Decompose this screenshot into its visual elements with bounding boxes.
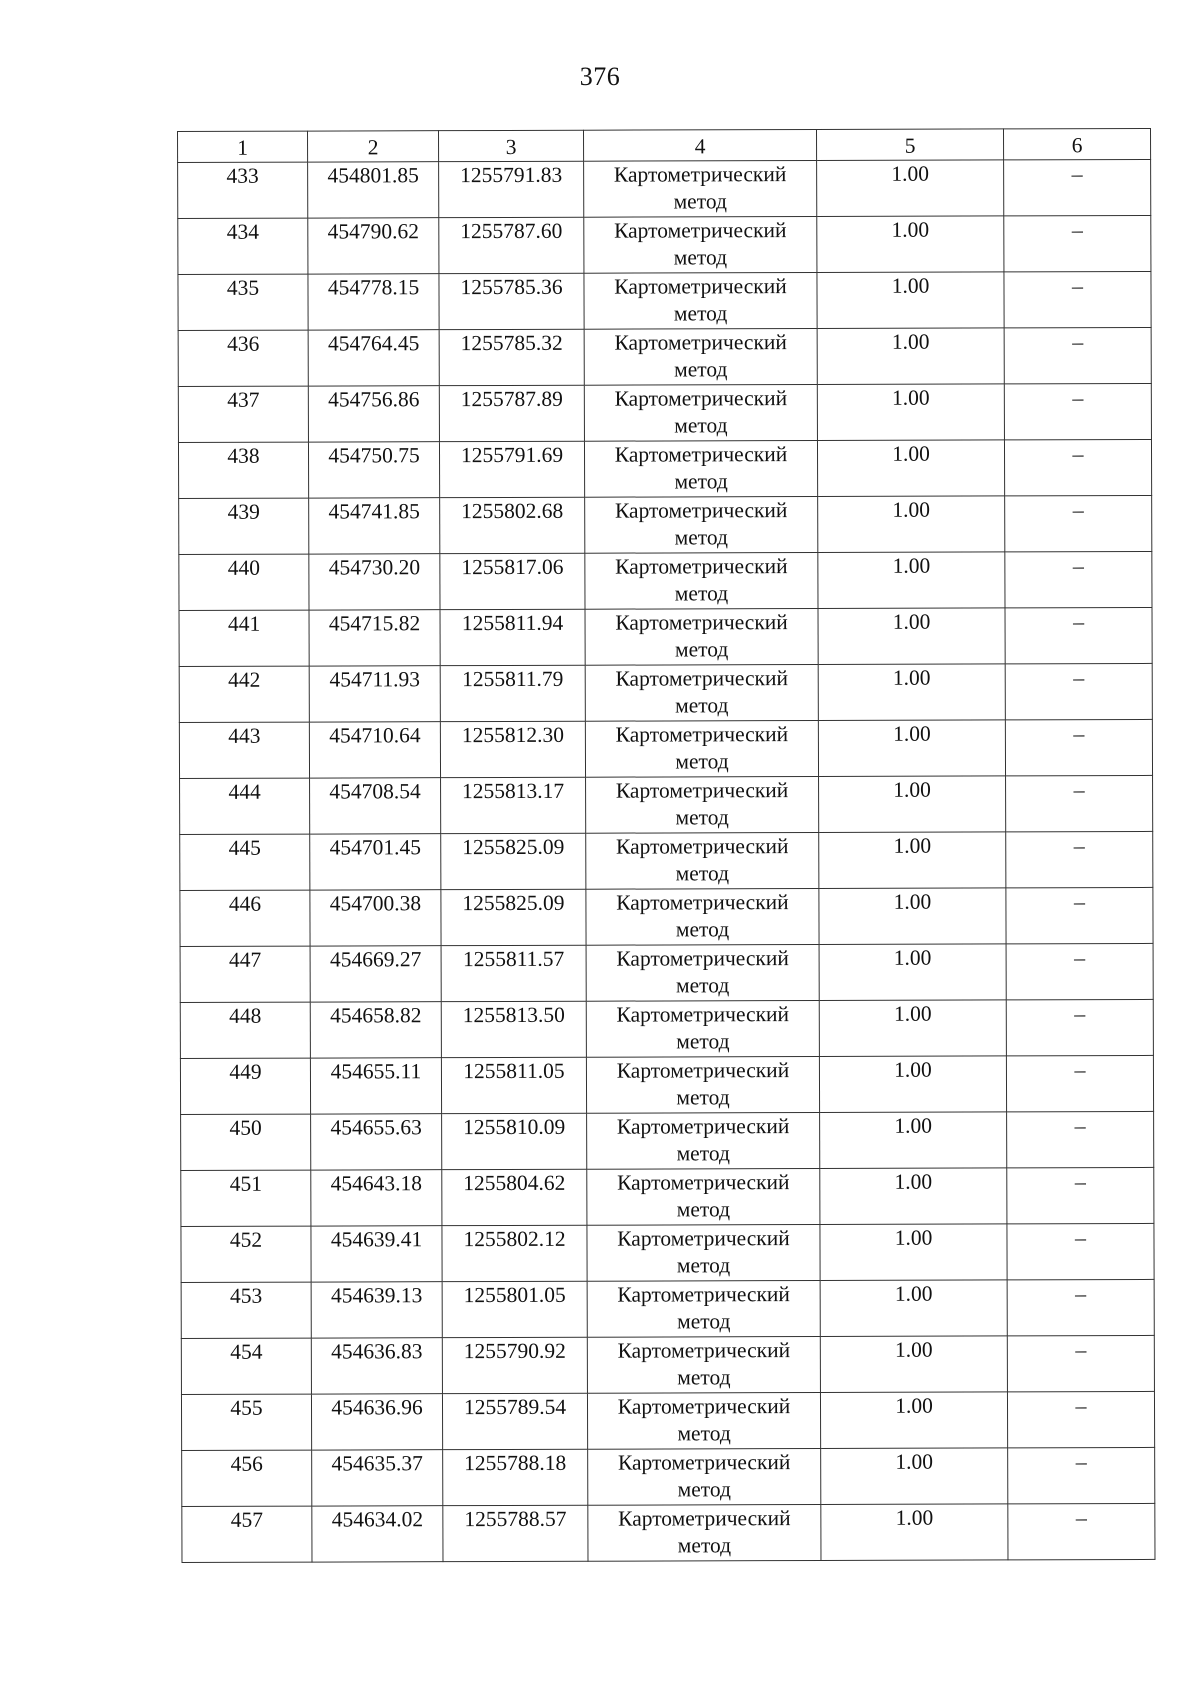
method-cell (585, 552, 818, 609)
y-coordinate-cell: 1255787.60 (439, 217, 584, 273)
x-coordinate-cell: 454790.62 (308, 218, 439, 274)
x-coordinate-cell: 454700.38 (310, 890, 441, 946)
table-row (179, 551, 1152, 610)
y-coordinate-cell: 1255790.92 (442, 1337, 587, 1393)
note-cell: – (1004, 159, 1151, 215)
method-cell (586, 1056, 819, 1113)
header-cell-4: 4 (583, 129, 816, 161)
precision-cell: 1.00 (820, 1224, 1007, 1281)
method-line-1: Картометрический (613, 162, 787, 187)
point-number-cell: 443 (179, 722, 309, 778)
method-line-2: метод (677, 1477, 731, 1502)
note-cell: – (1008, 1503, 1155, 1559)
y-coordinate-cell: 1255785.36 (439, 273, 584, 329)
method-line-2: метод (676, 1029, 730, 1054)
table-row (178, 383, 1151, 442)
method-line-2: метод (674, 469, 728, 494)
table-row (180, 887, 1153, 946)
table-row (181, 1167, 1154, 1226)
method-line-1: Картометрический (614, 442, 788, 467)
point-number-cell: 433 (178, 162, 308, 218)
precision-cell: 1.00 (819, 776, 1006, 833)
point-number-cell: 441 (179, 610, 309, 666)
note-cell: – (1006, 943, 1153, 999)
method-line-1: Картометрический (615, 610, 788, 635)
method-line-1: Картометрический (614, 274, 787, 299)
y-coordinate-cell: 1255813.50 (441, 1001, 586, 1057)
method-line-2: метод (673, 301, 728, 326)
method-line-2: метод (675, 973, 730, 998)
method-line-2: метод (675, 749, 729, 774)
method-line-2: метод (677, 1421, 731, 1446)
table-row (180, 775, 1153, 834)
method-cell (587, 1112, 820, 1169)
x-coordinate-cell: 454756.86 (308, 386, 439, 442)
note-cell: – (1004, 215, 1151, 271)
method-line-1: Картометрический (616, 1058, 790, 1083)
precision-cell: 1.00 (818, 552, 1005, 609)
table-row (181, 1279, 1154, 1338)
page-number (0, 62, 1200, 92)
precision-cell: 1.00 (817, 328, 1004, 385)
y-coordinate-cell: 1255813.17 (441, 777, 586, 833)
table-row (178, 327, 1151, 386)
point-number-cell: 437 (178, 386, 308, 442)
x-coordinate-cell: 454710.64 (309, 722, 440, 778)
method-line-1: Картометрический (617, 1394, 791, 1419)
precision-cell: 1.00 (821, 1504, 1008, 1561)
table-row (182, 1503, 1155, 1562)
point-number-cell: 449 (180, 1058, 310, 1114)
point-number-cell: 452 (181, 1226, 311, 1282)
x-coordinate-cell: 454741.85 (309, 498, 440, 554)
x-coordinate-cell: 454655.11 (310, 1058, 441, 1114)
method-cell (584, 328, 817, 385)
y-coordinate-cell: 1255787.89 (439, 385, 584, 441)
point-number-cell: 440 (179, 554, 309, 610)
note-cell: – (1005, 719, 1152, 775)
point-number-cell: 447 (180, 946, 310, 1002)
method-line-2: метод (675, 861, 730, 886)
note-cell: – (1004, 271, 1151, 327)
precision-cell: 1.00 (817, 272, 1004, 329)
method-cell (587, 1336, 820, 1393)
method-cell (586, 944, 819, 1001)
method-line-1: Картометрический (615, 834, 789, 859)
note-cell: – (1007, 1391, 1154, 1447)
method-line-1: Картометрический (616, 946, 789, 971)
page-number-text: 376 (579, 62, 621, 91)
note-cell: – (1007, 1111, 1154, 1167)
note-cell: – (1005, 607, 1152, 663)
method-line-1: Картометрический (617, 1170, 790, 1195)
precision-cell: 1.00 (820, 1392, 1007, 1449)
method-line-2: метод (676, 1197, 731, 1222)
method-line-2: метод (673, 189, 727, 214)
method-line-1: Картометрический (615, 722, 789, 747)
method-line-1: Картометрический (615, 666, 788, 691)
precision-cell: 1.00 (819, 832, 1006, 889)
table-row (178, 439, 1151, 498)
x-coordinate-cell: 454750.75 (308, 442, 439, 498)
precision-cell: 1.00 (819, 1000, 1006, 1057)
x-coordinate-cell: 454636.83 (311, 1338, 442, 1394)
table-body (178, 159, 1155, 1562)
x-coordinate-cell: 454635.37 (312, 1450, 443, 1506)
method-cell (587, 1392, 820, 1449)
method-line-1: Картометрический (616, 890, 789, 915)
table-header (178, 128, 1151, 162)
method-line-1: Картометрический (614, 330, 787, 355)
y-coordinate-cell: 1255788.18 (443, 1449, 588, 1505)
point-number-cell: 450 (181, 1114, 311, 1170)
y-coordinate-cell: 1255811.05 (441, 1057, 586, 1113)
point-number-cell: 444 (180, 778, 310, 834)
precision-cell: 1.00 (819, 944, 1006, 1001)
x-coordinate-cell: 454778.15 (308, 274, 439, 330)
y-coordinate-cell: 1255802.12 (442, 1225, 587, 1281)
header-cell-1: 1 (178, 131, 308, 162)
point-number-cell: 434 (178, 218, 308, 274)
precision-cell: 1.00 (820, 1168, 1007, 1225)
method-cell (587, 1168, 820, 1225)
x-coordinate-cell: 454715.82 (309, 610, 440, 666)
point-number-cell: 454 (181, 1338, 311, 1394)
point-number-cell: 451 (181, 1170, 311, 1226)
x-coordinate-cell: 454708.54 (310, 778, 441, 834)
method-line-1: Картометрический (615, 778, 789, 803)
method-cell (586, 832, 819, 889)
y-coordinate-cell: 1255810.09 (442, 1113, 587, 1169)
method-line-1: Картометрический (616, 1002, 790, 1027)
table-row (180, 943, 1153, 1002)
point-number-cell: 435 (178, 274, 308, 330)
x-coordinate-cell: 454643.18 (311, 1170, 442, 1226)
method-cell (586, 776, 819, 833)
method-cell (588, 1448, 821, 1505)
header-cell-2: 2 (308, 131, 439, 162)
point-number-cell: 445 (180, 834, 310, 890)
y-coordinate-cell: 1255785.32 (439, 329, 584, 385)
point-number-cell: 453 (181, 1282, 311, 1338)
note-cell: – (1006, 999, 1153, 1055)
method-line-2: метод (675, 693, 729, 718)
y-coordinate-cell: 1255811.94 (440, 609, 585, 665)
y-coordinate-cell: 1255801.05 (442, 1281, 587, 1337)
method-line-2: метод (674, 413, 728, 438)
note-cell: – (1005, 551, 1152, 607)
point-number-cell: 456 (182, 1450, 312, 1506)
table-row (181, 1335, 1154, 1394)
method-line-1: Картометрический (614, 498, 788, 523)
note-cell: – (1008, 1447, 1155, 1503)
method-line-2: метод (677, 1309, 731, 1334)
point-number-cell: 438 (178, 442, 308, 498)
y-coordinate-cell: 1255825.09 (441, 889, 586, 945)
precision-cell: 1.00 (818, 664, 1005, 721)
point-number-cell: 442 (179, 666, 309, 722)
precision-cell: 1.00 (820, 1336, 1007, 1393)
table-row (178, 159, 1151, 218)
method-cell (585, 720, 818, 777)
header-row (178, 128, 1151, 162)
y-coordinate-cell: 1255791.69 (439, 441, 584, 497)
note-cell: – (1005, 495, 1152, 551)
note-cell: – (1006, 1055, 1153, 1111)
x-coordinate-cell: 454764.45 (308, 330, 439, 386)
method-line-2: метод (674, 357, 728, 382)
method-line-1: Картометрический (618, 1506, 791, 1531)
method-cell (584, 440, 817, 497)
y-coordinate-cell: 1255789.54 (442, 1393, 587, 1449)
method-line-1: Картометрический (617, 1282, 790, 1307)
method-line-2: метод (676, 1085, 730, 1110)
method-line-2: метод (676, 1141, 730, 1166)
method-cell (585, 664, 818, 721)
method-line-2: метод (674, 525, 728, 550)
precision-cell: 1.00 (818, 720, 1005, 777)
header-cell-6: 6 (1003, 128, 1150, 159)
precision-cell: 1.00 (820, 1112, 1007, 1169)
note-cell: – (1004, 327, 1151, 383)
table-row (178, 215, 1151, 274)
table-row (179, 719, 1152, 778)
note-cell: – (1007, 1335, 1154, 1391)
method-line-2: метод (674, 637, 729, 662)
table-row (182, 1447, 1155, 1506)
method-line-2: метод (676, 1253, 731, 1278)
table-row (181, 1223, 1154, 1282)
method-line-2: метод (675, 917, 730, 942)
method-cell (584, 216, 817, 273)
precision-cell: 1.00 (821, 1448, 1008, 1505)
method-cell (586, 888, 819, 945)
method-line-1: Картометрический (616, 1114, 790, 1139)
point-number-cell: 446 (180, 890, 310, 946)
coordinates-table (177, 128, 1155, 1563)
table-row (179, 663, 1152, 722)
header-cell-3: 3 (439, 130, 584, 161)
precision-cell: 1.00 (819, 1056, 1006, 1113)
y-coordinate-cell: 1255791.83 (439, 161, 584, 217)
precision-cell: 1.00 (817, 384, 1004, 441)
method-cell (584, 160, 817, 217)
y-coordinate-cell: 1255811.57 (441, 945, 586, 1001)
x-coordinate-cell: 454655.63 (311, 1114, 442, 1170)
note-cell: – (1005, 663, 1152, 719)
note-cell: – (1007, 1279, 1154, 1335)
method-cell (584, 272, 817, 329)
method-line-1: Картометрический (617, 1450, 791, 1475)
precision-cell: 1.00 (818, 608, 1005, 665)
method-line-2: метод (677, 1365, 731, 1390)
precision-cell: 1.00 (819, 888, 1006, 945)
table-row (181, 1391, 1154, 1450)
table-row (178, 271, 1151, 330)
point-number-cell: 436 (178, 330, 308, 386)
x-coordinate-cell: 454634.02 (312, 1506, 443, 1562)
note-cell: – (1004, 439, 1151, 495)
method-line-2: метод (677, 1533, 732, 1558)
note-cell: – (1007, 1167, 1154, 1223)
point-number-cell: 448 (180, 1002, 310, 1058)
x-coordinate-cell: 454636.96 (311, 1394, 442, 1450)
x-coordinate-cell: 454701.45 (310, 834, 441, 890)
table-row (180, 831, 1153, 890)
note-cell: – (1006, 831, 1153, 887)
table-row (180, 999, 1153, 1058)
precision-cell: 1.00 (818, 496, 1005, 553)
y-coordinate-cell: 1255825.09 (441, 833, 586, 889)
point-number-cell: 439 (179, 498, 309, 554)
x-coordinate-cell: 454639.13 (311, 1282, 442, 1338)
method-cell (585, 496, 818, 553)
note-cell: – (1006, 887, 1153, 943)
x-coordinate-cell: 454730.20 (309, 554, 440, 610)
y-coordinate-cell: 1255812.30 (440, 721, 585, 777)
method-line-1: Картометрический (617, 1226, 790, 1251)
table-row (179, 607, 1152, 666)
method-line-2: метод (675, 805, 729, 830)
method-line-1: Картометрический (615, 554, 788, 579)
method-cell (587, 1224, 820, 1281)
y-coordinate-cell: 1255817.06 (440, 553, 585, 609)
x-coordinate-cell: 454711.93 (309, 666, 440, 722)
note-cell: – (1004, 383, 1151, 439)
method-line-1: Картометрический (614, 218, 787, 243)
note-cell: – (1007, 1223, 1154, 1279)
precision-cell: 1.00 (820, 1280, 1007, 1337)
precision-cell: 1.00 (817, 160, 1004, 217)
y-coordinate-cell: 1255802.68 (440, 497, 585, 553)
y-coordinate-cell: 1255811.79 (440, 665, 585, 721)
table-row (180, 1055, 1153, 1114)
method-line-1: Картометрический (617, 1338, 791, 1363)
precision-cell: 1.00 (817, 440, 1004, 497)
method-line-2: метод (674, 581, 729, 606)
method-line-2: метод (673, 245, 728, 270)
header-cell-5: 5 (816, 129, 1003, 161)
precision-cell: 1.00 (817, 216, 1004, 273)
y-coordinate-cell: 1255788.57 (443, 1505, 588, 1561)
x-coordinate-cell: 454669.27 (310, 946, 441, 1002)
note-cell: – (1006, 775, 1153, 831)
x-coordinate-cell: 454639.41 (311, 1226, 442, 1282)
method-cell (584, 384, 817, 441)
method-line-1: Картометрический (614, 386, 788, 411)
x-coordinate-cell: 454658.82 (310, 1002, 441, 1058)
method-cell (586, 1000, 819, 1057)
table-row (179, 495, 1152, 554)
point-number-cell: 455 (181, 1394, 311, 1450)
y-coordinate-cell: 1255804.62 (442, 1169, 587, 1225)
method-cell (587, 1280, 820, 1337)
point-number-cell: 457 (182, 1506, 312, 1562)
method-cell (585, 608, 818, 665)
x-coordinate-cell: 454801.85 (308, 162, 439, 218)
table-row (181, 1111, 1154, 1170)
method-cell (588, 1504, 821, 1561)
